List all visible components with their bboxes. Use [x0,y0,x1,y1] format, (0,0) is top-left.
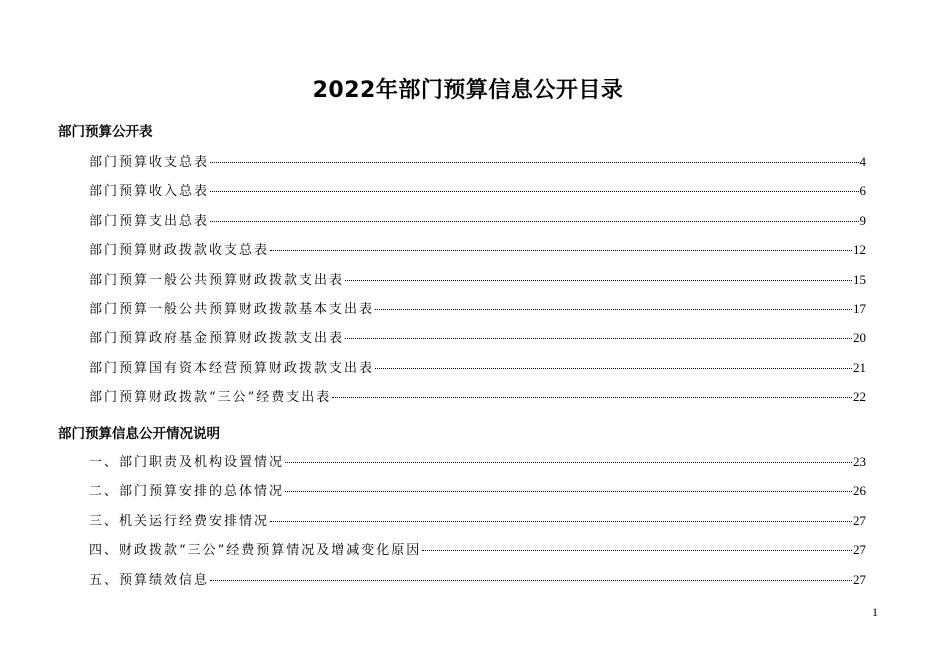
toc-entry-label: 一、部门职责及机构设置情况 [89,455,285,470]
toc-entry[interactable] [89,481,866,501]
toc-entry-label: 部门预算财政拨款收支总表 [89,243,270,258]
toc-entry[interactable] [89,452,866,472]
toc-entry-page: 17 [853,301,866,316]
toc-entry-page: 26 [853,483,866,498]
toc-entry-page: 22 [853,389,866,404]
toc-entry[interactable] [89,211,866,231]
toc-entry-label: 三、机关运行经费安排情况 [89,514,270,529]
toc-leader-dots [345,268,852,281]
page-number: 1 [872,605,878,619]
toc-leader-dots [270,238,852,251]
toc-entry[interactable] [89,328,866,348]
toc-entry[interactable] [89,152,866,172]
toc-entry-page: 20 [853,330,866,345]
toc-leader-dots [422,538,852,551]
toc-entry-label: 部门预算财政拨款“三公”经费支出表 [89,390,332,405]
toc-entry-page: 27 [853,513,866,528]
toc-entry[interactable] [89,570,866,590]
toc-entry[interactable] [89,358,866,378]
toc-entry-label: 部门预算收入总表 [89,184,210,199]
section-heading-disclosure-notes: 部门预算信息公开情况说明 [58,426,220,442]
toc-entry-label: 部门预算一般公共预算财政拨款支出表 [89,273,345,288]
toc-entry-page: 4 [859,154,866,169]
toc-entry[interactable] [89,511,866,531]
toc-leader-dots [270,509,852,522]
toc-entry-page: 6 [859,183,866,198]
toc-entry-page: 27 [853,572,866,587]
toc-leader-dots [375,297,852,310]
toc-entry-label: 部门预算政府基金预算财政拨款支出表 [89,331,345,346]
toc-leader-dots [210,179,858,192]
page-title: 2022年部门预算信息公开目录 [312,78,624,103]
toc-entry-page: 21 [853,360,866,375]
toc-entry[interactable] [89,387,866,407]
toc-entry-page: 15 [853,272,866,287]
toc-entry-label: 部门预算一般公共预算财政拨款基本支出表 [89,302,375,317]
toc-entry-page: 23 [853,454,866,469]
toc-entry-label: 二、部门预算安排的总体情况 [89,484,285,499]
toc-entry[interactable] [89,240,866,260]
toc-entry-page: 27 [853,542,866,557]
toc-entry-label: 部门预算支出总表 [89,214,210,229]
toc-leader-dots [375,356,852,369]
toc-entry[interactable] [89,540,866,560]
toc-entry-label: 四、财政拨款“三公”经费预算情况及增减变化原因 [89,543,422,558]
toc-entry[interactable] [89,299,866,319]
toc-leader-dots [285,450,852,463]
section-heading-budget-tables: 部门预算公开表 [58,124,153,140]
toc-leader-dots [345,326,852,339]
toc-leader-dots [285,479,852,492]
toc-entry-label: 部门预算国有资本经营预算财政拨款支出表 [89,361,375,376]
toc-entry-label: 部门预算收支总表 [89,155,210,170]
toc-entry-page: 9 [859,213,866,228]
toc-leader-dots [332,385,852,398]
toc-entry-label: 五、预算绩效信息 [89,573,210,588]
toc-entry[interactable] [89,270,866,290]
toc-entry[interactable] [89,181,866,201]
toc-leader-dots [210,209,858,222]
toc-leader-dots [210,568,852,581]
toc-leader-dots [210,150,858,163]
toc-entry-page: 12 [853,242,866,257]
